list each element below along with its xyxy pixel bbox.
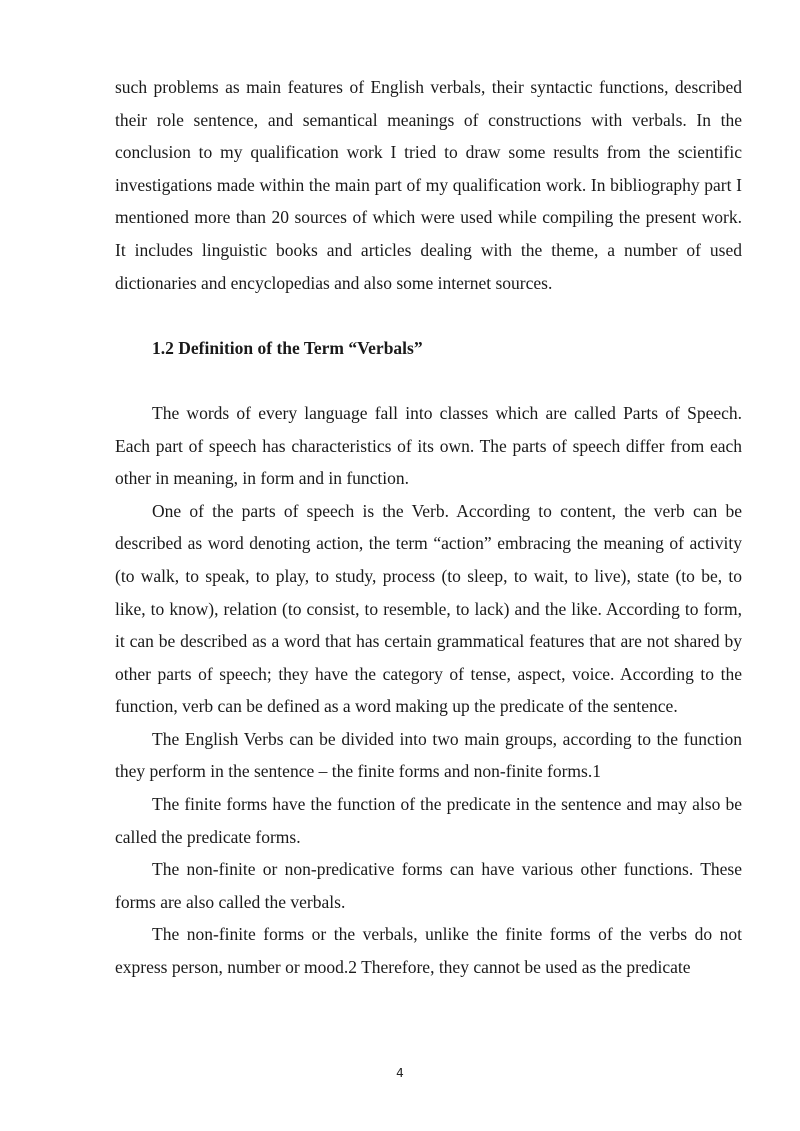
- paragraph-spacer: [115, 299, 742, 332]
- section-heading: 1.2 Definition of the Term “Verbals”: [152, 337, 423, 358]
- page-number: 4: [396, 1066, 404, 1080]
- body-paragraph: The non-finite forms or the verbals, unlike the finite forms of the verbs do not express person, number or mood.2 Therefore, they cannot be used as the predicate: [115, 924, 742, 978]
- body-paragraph: The finite forms have the function of the predicate in the sentence and may also be called the predicate forms.: [115, 794, 742, 847]
- body-paragraph: The non-finite or non-predicative forms can have various other functions. These forms are also called the verbals.: [115, 859, 742, 912]
- body-paragraph: The words of every language fall into classes which are called Parts of Speech. Each part of speech has characteristics of its own. The parts of speech differ from each other in meaning, in form and in function.: [115, 402, 742, 489]
- body-paragraph: such problems as main features of English verbals, their syntactic functions, described their role sentence, and semantical meanings of constructions with verbals. In the conclusion to my qualification work I tried to draw some results from the scientific investigations made within the main part of my qualification work. In bibliography part I mentioned more than 20 sources of which were used while compiling the present work. It includes linguistic books and articles dealing with the theme, a number of used dictionaries and encyclopedias and also some internet sources.: [115, 77, 742, 293]
- body-paragraph: One of the parts of speech is the Verb. According to content, the verb can be described as word denoting action, the term “action” embracing the meaning of activity (to walk, to speak, to play, to study, process (to sleep, to wait, to live), state (to be, to like, to know), relation (to consist, to resemble, to lack) and the like. According to form, it can be described as a word that has certain grammatical features that are not shared by other parts of speech; they have the category of tense, aspect, voice. According to the function, verb can be defined as a word making up the predicate of the sentence.: [115, 500, 742, 717]
- body-paragraph: The English Verbs can be divided into two main groups, according to the function they perform in the sentence – the finite forms and non-finite forms.1: [115, 728, 742, 782]
- document-page: [115, 71, 742, 984]
- paragraph-spacer: [115, 364, 742, 397]
